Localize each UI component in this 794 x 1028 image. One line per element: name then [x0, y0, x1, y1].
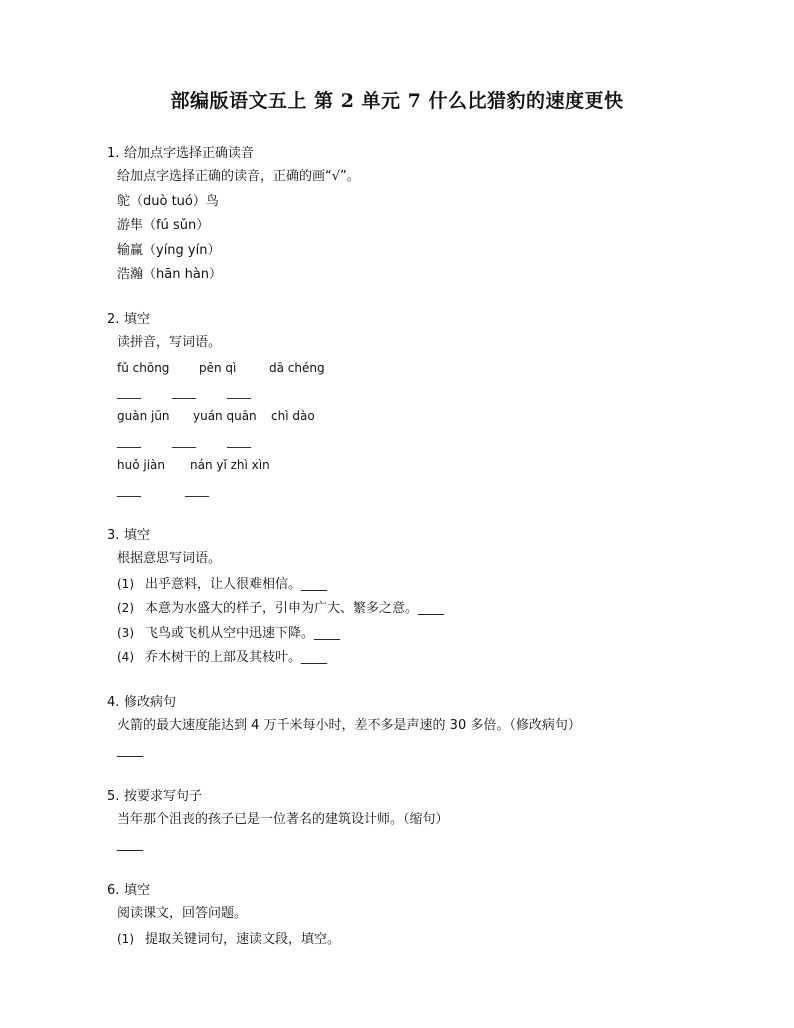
- answer-blank-row: [117, 429, 727, 453]
- question-heading: [107, 309, 727, 331]
- pinyin-text: huǒ jiàn: [117, 458, 165, 473]
- sub-item-number: (2): [117, 601, 134, 616]
- instruction-text: 给加点字选择正确的读音，正确的画“√”。: [117, 169, 360, 184]
- sub-item-text: 乔木树干的上部及其枝叶。: [145, 650, 302, 666]
- question-3: [107, 525, 727, 670]
- sub-item: [117, 645, 727, 670]
- sub-item: [117, 927, 727, 952]
- page-title: 部编版语文五上 第 2 单元 7 什么比猎豹的速度更快: [170, 90, 624, 112]
- question-4: [107, 692, 727, 763]
- sentence-text: 火箭的最大速度能达到 4 万千米每小时，差不多是声速的 30 多倍。（修改病句）: [117, 718, 581, 733]
- answer-blank[interactable]: ____: [418, 601, 445, 617]
- question-number: 2.: [107, 312, 120, 327]
- question-number: 5.: [107, 789, 120, 804]
- question-number: 4.: [107, 695, 120, 710]
- question-title: 修改病句: [124, 695, 177, 710]
- sub-item-text: 提取关键词句，速读文段，填空。: [145, 931, 341, 947]
- sub-item: [117, 621, 727, 646]
- question-heading: [107, 525, 727, 547]
- question-heading: [107, 692, 727, 714]
- question-heading: [107, 143, 727, 165]
- sub-item-text: 本意为水盛大的样子，引申为广大、繁多之意。: [145, 601, 419, 617]
- answer-blank[interactable]: ____: [227, 384, 251, 399]
- question-title: 填空: [124, 312, 151, 327]
- answer-blank[interactable]: ____: [185, 482, 209, 497]
- answer-blank[interactable]: ____: [301, 576, 328, 592]
- instruction-text: 读拼音，写词语。: [117, 335, 222, 350]
- question-number: 1.: [107, 146, 120, 161]
- answer-blank[interactable]: ____: [117, 433, 141, 448]
- question-5: [107, 786, 727, 857]
- answer-blank[interactable]: ____: [227, 433, 251, 448]
- option-item: 输赢（yíng yín）: [117, 242, 221, 258]
- pinyin-text: yuán quān: [193, 409, 257, 424]
- pinyin-text: guàn jūn: [117, 409, 170, 424]
- question-title: 填空: [124, 528, 151, 543]
- sub-item-text: 飞鸟或飞机从空中迅速下降。: [145, 625, 315, 641]
- sub-item: [117, 596, 727, 621]
- option-item: 游隼（fú sǔn）: [117, 218, 210, 234]
- pinyin-row: [117, 404, 727, 428]
- answer-blank-row: [117, 478, 727, 502]
- sub-item-number: (3): [117, 625, 134, 640]
- question-number: 6.: [107, 883, 120, 898]
- pinyin-row: [117, 453, 727, 477]
- instruction-text: 阅读课文，回答问题。: [117, 906, 248, 921]
- answer-blank[interactable]: ____: [117, 836, 143, 852]
- option-item: 浩瀚（hān hàn）: [117, 267, 223, 283]
- pinyin-text: nán yǐ zhì xìn: [190, 458, 270, 473]
- question-1: [107, 143, 727, 288]
- question-2: [107, 309, 727, 502]
- answer-blank[interactable]: ____: [301, 650, 328, 666]
- instruction-text: 根据意思写词语。: [117, 551, 222, 566]
- question-heading: [107, 880, 727, 902]
- sub-item-number: (4): [117, 650, 134, 665]
- sub-item-number: (1): [117, 576, 134, 591]
- question-title: 按要求写句子: [124, 789, 203, 804]
- question-title: 填空: [124, 883, 151, 898]
- question-title: 给加点字选择正确读音: [124, 146, 255, 161]
- sub-item: [117, 572, 727, 597]
- pinyin-text: dā chéng: [269, 360, 325, 375]
- pinyin-text: fǔ chōng: [117, 360, 170, 375]
- answer-blank[interactable]: ____: [172, 433, 196, 448]
- question-number: 3.: [107, 528, 120, 543]
- sentence-text: 当年那个沮丧的孩子已是一位著名的建筑设计师。（缩句）: [117, 812, 449, 827]
- option-item: 鸵（duò tuó）鸟: [117, 193, 219, 209]
- answer-blank[interactable]: ____: [172, 384, 196, 399]
- answer-blank[interactable]: ____: [117, 384, 141, 399]
- answer-blank[interactable]: ____: [117, 482, 141, 497]
- sub-item-text: 出乎意料，让人很难相信。: [145, 576, 302, 592]
- pinyin-text: chì dào: [271, 409, 315, 424]
- question-6: [107, 880, 727, 951]
- pinyin-text: pēn qì: [199, 360, 237, 375]
- answer-blank[interactable]: ____: [117, 742, 143, 758]
- question-heading: [107, 786, 727, 808]
- answer-blank-row: [117, 380, 727, 404]
- sub-item-number: (1): [117, 931, 134, 946]
- pinyin-row: [117, 356, 727, 380]
- answer-blank[interactable]: ____: [314, 625, 341, 641]
